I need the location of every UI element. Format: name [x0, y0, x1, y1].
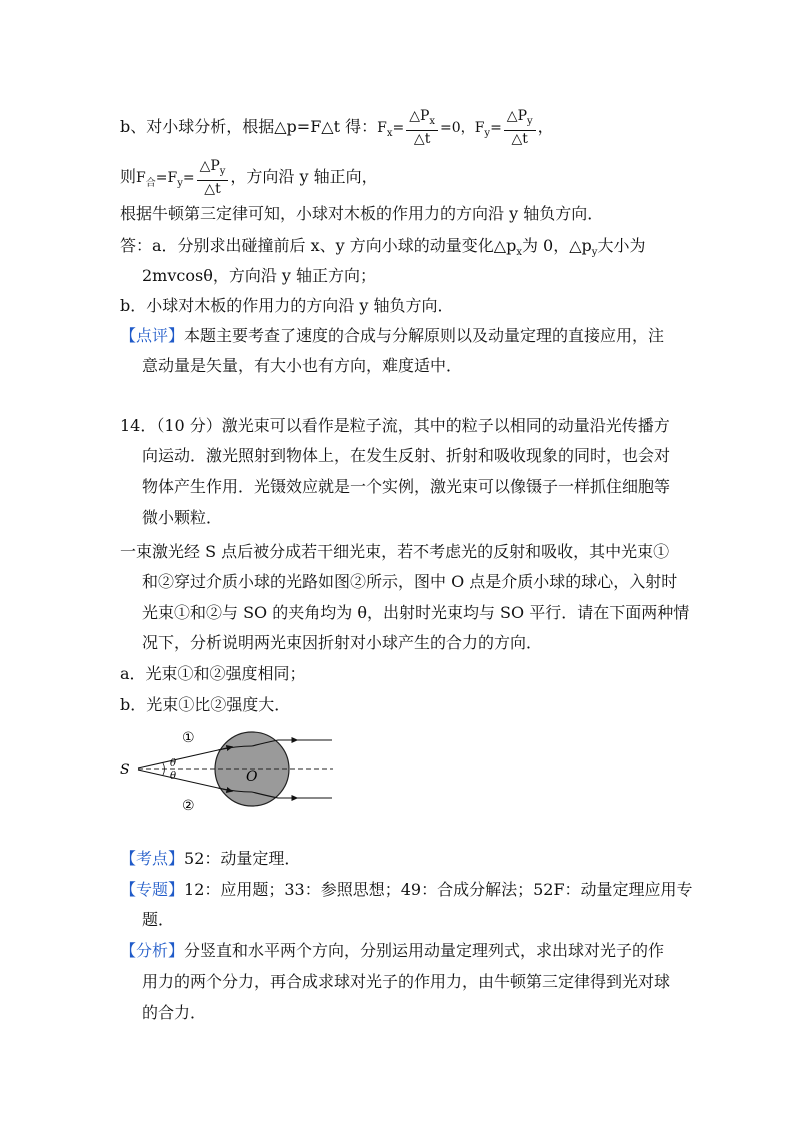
fy-eq: = [490, 119, 502, 136]
answer-b: b．小球对木板的作用力的方向沿 y 轴负方向． [120, 296, 454, 315]
fy-numerator: △P [506, 108, 527, 124]
formula-line-1 [120, 108, 554, 147]
kaodian-tag: 【考点】 [120, 849, 185, 868]
beam-2-label: ② [182, 798, 195, 812]
question-14-line-2: 向运动．激光照射到物体上，在发生反射、折射和吸收现象的同时，也会对 [142, 446, 671, 465]
zhuanti-line-1 [120, 879, 693, 901]
comment-text-1: 本题主要考查了速度的合成与分解原则以及动量定理的直接应用，注 [184, 326, 665, 345]
fx-numerator: △P [409, 108, 430, 124]
theta-upper-label: θ [170, 758, 177, 769]
fy-sub: y [484, 128, 491, 140]
fx-eq: = [392, 119, 405, 136]
question-14-line-6: 和②穿过介质小球的光路如图②所示，图中 O 点是介质小球的球心，入射时 [142, 572, 678, 591]
comment-line-1 [120, 325, 664, 347]
f-total-label: F [136, 169, 146, 186]
fx-denominator: △t [413, 130, 431, 147]
answer-a-post: 大小为 [597, 236, 646, 255]
f-total-mid: =F [155, 169, 178, 186]
fenxi-line-1 [120, 940, 664, 962]
kaodian-text: 52：动量定理． [184, 849, 301, 868]
fy-label: F [474, 119, 485, 136]
fx-result: =0， [440, 119, 475, 136]
fenxi-tag: 【分析】 [120, 941, 185, 960]
f-total-numerator: △P [199, 158, 220, 174]
fx-sub: x [386, 128, 393, 140]
question-14-line-7: 光束①和②与 SO 的夹角均为 θ，出射时光束均与 SO 平行．请在下面两种情 [142, 603, 690, 622]
fenxi-text-1: 分竖直和水平两个方向，分别运用动量定理列式，求出球对光子的作 [184, 941, 665, 960]
newton-third-law-text: 根据牛顿第三定律可知，小球对木板的作用力的方向沿 y 轴负方向． [120, 204, 604, 223]
fy-fraction [504, 108, 536, 147]
answer-a-pre: 答：a．分别求出碰撞前后 x、y 方向小球的动量变化△p [120, 236, 517, 255]
question-14-line-4: 微小颗粒． [142, 508, 223, 527]
answer-a-continued: 2mvcosθ，方向沿 y 轴正方向； [142, 266, 377, 285]
line1-end: ， [537, 116, 554, 136]
f-total-denominator: △t [204, 180, 221, 197]
question-14-line-5: 一束激光经 S 点后被分成若干细光束，若不考虑光的反射和吸收，其中光束① [120, 542, 670, 561]
question-14-line-1: 14．（10 分）激光束可以看作是粒子流，其中的粒子以相同的动量沿光传播方 [120, 416, 670, 435]
optics-figure [118, 722, 338, 812]
direction-text: ，方向沿 y 轴正向， [230, 166, 378, 186]
answer-a-mid: 为 0，△p [521, 236, 592, 255]
f-total-fraction [197, 158, 229, 197]
f-total-sub: 合 [145, 178, 156, 190]
comment-tag: 【点评】 [120, 326, 185, 345]
f-total-mid-sub: y [177, 178, 183, 190]
fx-numerator-sub: x [429, 115, 436, 127]
fenxi-text-2: 用力的两个分力，再合成求球对光子的作用力，由牛顿第三定律得到光对球 [142, 972, 671, 991]
point-s-label: S [120, 762, 130, 778]
answer-a-sub-x: x [516, 247, 522, 259]
question-14-line-8: 况下，分析说明两光束因折射对小球产生的合力的方向． [142, 633, 543, 652]
fx-label: F [377, 119, 387, 136]
zhuanti-tag: 【专题】 [120, 880, 185, 899]
zhuanti-text-2: 题． [142, 910, 175, 929]
then-text: 则 [120, 166, 137, 186]
question-14-line-3: 物体产生作用．光镊效应就是一个实例，激光束可以像镊子一样抓住细胞等 [142, 477, 671, 496]
comment-text-2: 意动量是矢量，有大小也有方向，难度适中． [142, 356, 463, 375]
kaodian-line [120, 848, 300, 870]
theta-lower-label: θ [170, 771, 177, 782]
formula-line-2: 则$F_合=F_y=$ $\frac{\triangle P_y}{\triangle t}$ ，方向沿 y 轴正向， [120, 158, 378, 197]
point-o-label: O [246, 769, 258, 785]
fx-fraction [406, 108, 438, 147]
fenxi-text-3: 的合力． [142, 1003, 207, 1022]
question-14-part-a: a．光束①和②强度相同； [120, 664, 306, 683]
formula-intro: b、对小球分析，根据△p=F△t 得： [120, 116, 378, 136]
fy-denominator: △t [511, 130, 528, 147]
fy-numerator-sub: y [526, 115, 533, 127]
answer-a-sub-y: y [591, 247, 598, 259]
question-14-part-b: b．光束①比②强度大． [120, 695, 291, 714]
zhuanti-text-1: 12：应用题；33：参照思想；49：合成分解法；52F：动量定理应用专 [184, 880, 693, 899]
answer-a-line [120, 235, 645, 264]
beam-1-label: ① [182, 730, 195, 746]
f-total-numerator-sub: y [219, 165, 226, 177]
